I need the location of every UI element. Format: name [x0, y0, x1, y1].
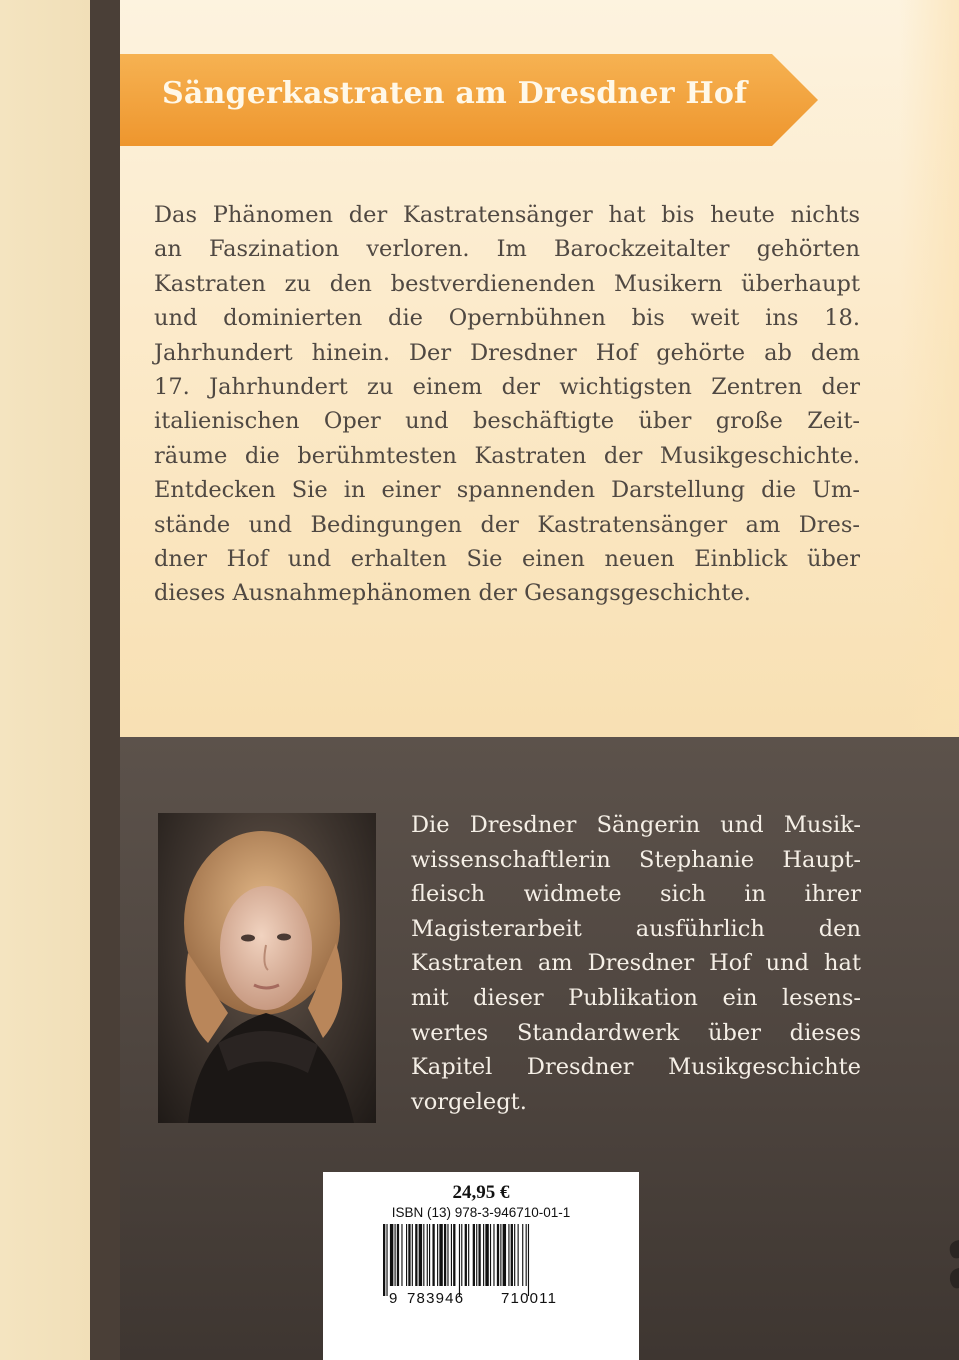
description-line: an Faszination verloren. Im Barockzeitalter gehörten [154, 236, 860, 263]
bio-line: Die Dresdner Sängerin und Musik- [411, 812, 861, 838]
barcode-bar [423, 1224, 424, 1286]
spine-strip [90, 0, 120, 1360]
description-line: Das Phänomen der Kastratensänger hat bis heute nichts [154, 202, 860, 228]
description-line: dner Hof und erhalten Sie einen neuen Einblick über [154, 546, 860, 573]
book-description [154, 198, 860, 611]
description-line: Jahrhundert hinein. Der Dresdner Hof gehörte ab dem [154, 339, 860, 366]
description-line: dieses Ausnahmephänomen der Gesangsgeschichte. [154, 580, 751, 607]
barcode-bar [406, 1224, 407, 1286]
barcode-bar [476, 1224, 477, 1286]
isbn-text: ISBN (13) 978-3-946710-01-1 [391, 1205, 571, 1220]
barcode-bar [493, 1224, 494, 1286]
author-portrait-illustration [158, 813, 376, 1123]
bio-line: Magisterarbeit ausführlich den [411, 915, 861, 942]
barcode-bar [478, 1224, 480, 1286]
barcode-bar [468, 1224, 469, 1286]
description-line: stände und Bedingungen der Kastratensänger am Dres- [154, 511, 860, 538]
bio-line: wissenschaftlerin Stephanie Haupt- [411, 846, 861, 873]
bio-line: Kapitel Dresdner Musikgeschichte [411, 1054, 861, 1081]
description-line: Entdecken Sie in einer spannenden Darstellung die Um- [154, 477, 860, 504]
book-title: Sängerkastraten am Dresdner Hof [162, 76, 748, 111]
barcode-bar [453, 1224, 455, 1286]
barcode-bar [386, 1224, 387, 1296]
barcode-bar [497, 1224, 499, 1286]
barcode-bar [511, 1224, 513, 1286]
barcode-bar [395, 1224, 396, 1286]
description-line: Kastraten zu den bestverdienenden Musikern überhaupt [154, 270, 860, 297]
barcode-bar [522, 1224, 523, 1286]
back-cover-edge [0, 0, 90, 1360]
description-line: und dominierten die Opernbühnen bis weit ins 18. [154, 305, 860, 332]
barcode-bar [390, 1224, 393, 1286]
barcode-bar [383, 1224, 385, 1296]
barcode-bar [485, 1224, 488, 1286]
barcode-icon [381, 1224, 581, 1296]
description-line: italienischen Oper und beschäftigte über große Zeit- [154, 408, 860, 435]
barcode-bar [526, 1224, 527, 1286]
author-photo [158, 813, 376, 1123]
publisher-logo-fragment [944, 1232, 959, 1302]
bio-line: Kastraten am Dresdner Hof und hat [411, 950, 861, 977]
barcode-digits-right: 710011 [501, 1290, 558, 1307]
description-line: räume die berühmtesten Kastraten der Musikgeschichte. [154, 442, 860, 469]
barcode-bar [397, 1224, 399, 1286]
barcode-bar [503, 1224, 506, 1286]
barcode-bar [401, 1224, 402, 1286]
barcode-label [323, 1172, 639, 1360]
author-bio [411, 808, 861, 1119]
barcode-bar [514, 1224, 515, 1286]
barcode-bar [461, 1224, 462, 1286]
barcode-bar [439, 1224, 442, 1286]
barcode-digits-left: 783946 [407, 1290, 465, 1307]
barcode-bar [508, 1224, 509, 1286]
barcode-bar [447, 1224, 448, 1286]
barcode-bar [518, 1224, 519, 1286]
barcode-bar [465, 1224, 467, 1286]
barcode-bar [500, 1224, 501, 1286]
barcode-bar [415, 1224, 417, 1286]
bio-line: wertes Standardwerk über dieses [411, 1019, 861, 1046]
barcode-bar [412, 1224, 413, 1286]
barcode-bar [528, 1224, 529, 1296]
bio-line: mit dieser Publikation ein lesens- [411, 984, 861, 1011]
barcode-bar [451, 1224, 452, 1286]
barcode-bar [429, 1224, 430, 1286]
barcode-digit-first: 9 [389, 1290, 399, 1307]
barcode-bar [473, 1224, 475, 1286]
description-line: 17. Jahrhundert zu einem der wichtigsten Zentren der [154, 374, 860, 401]
price: 24,95 € [452, 1182, 510, 1203]
barcode-bar [444, 1224, 446, 1286]
barcode-bar [483, 1224, 484, 1286]
barcode-bar [437, 1224, 438, 1286]
barcode-bar [419, 1224, 422, 1286]
barcode-bar [408, 1224, 410, 1286]
barcode-bar [490, 1224, 491, 1286]
bio-line: fleisch widmete sich in ihrer [411, 881, 861, 908]
barcode-bar [432, 1224, 434, 1286]
barcode-bar [459, 1224, 460, 1296]
bio-line: vorgelegt. [411, 1088, 527, 1115]
barcode-bar [427, 1224, 428, 1286]
title-banner [120, 54, 820, 146]
